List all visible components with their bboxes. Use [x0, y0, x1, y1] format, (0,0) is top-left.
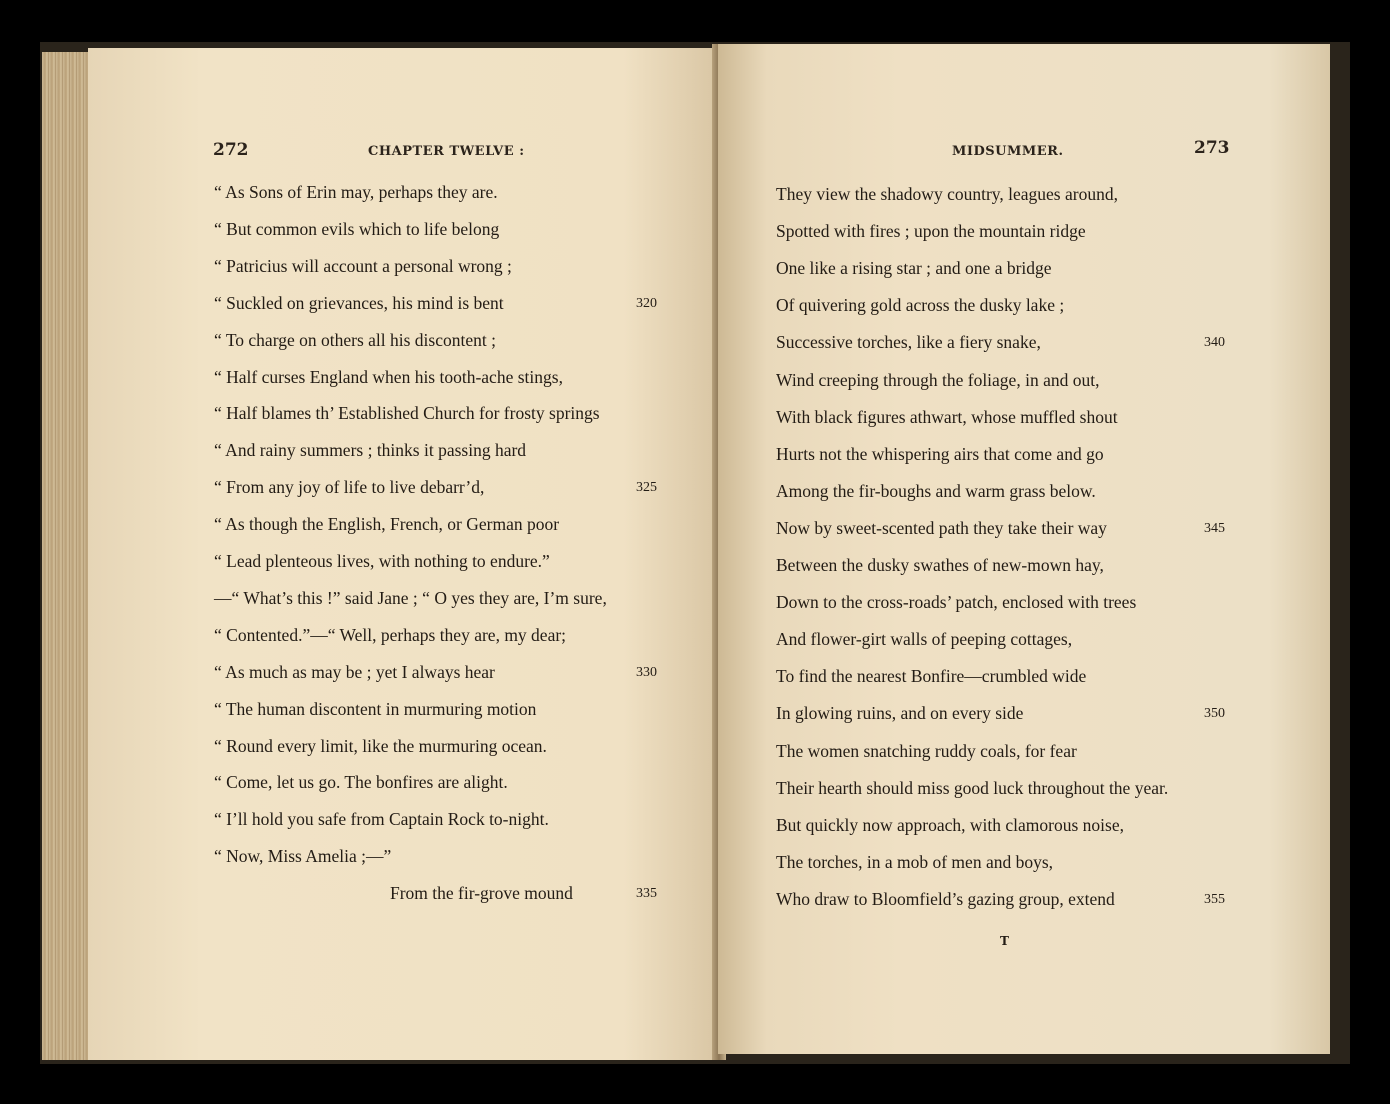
- verse-line: In glowing ruins, and on every side: [776, 703, 1024, 724]
- verse-line: “ Come, let us go. The bonfires are alight.: [214, 772, 508, 793]
- line-number: 355: [1204, 891, 1225, 907]
- left-running-head: CHAPTER TWELVE :: [368, 144, 525, 159]
- left-folio: 272: [213, 140, 249, 160]
- verse-line: “ Suckled on grievances, his mind is bent: [214, 292, 504, 313]
- right-page: [718, 44, 1330, 1054]
- verse-line: “ As Sons of Erin may, perhaps they are.: [214, 182, 498, 202]
- line-number: 330: [636, 664, 657, 680]
- signature-mark: T: [1000, 934, 1009, 948]
- line-number: 340: [1204, 335, 1225, 351]
- verse-line: Of quivering gold across the dusky lake ;: [776, 295, 1065, 316]
- verse-line: “ Now, Miss Amelia ;—”: [214, 846, 392, 867]
- verse-line: Between the dusky swathes of new-mown hay,: [776, 555, 1104, 575]
- verse-line: Who draw to Bloomfield’s gazing group, extend: [776, 888, 1115, 909]
- verse-line: The women snatching ruddy coals, for fear: [776, 740, 1077, 761]
- verse-line: “ I’ll hold you safe from Captain Rock to-night.: [214, 809, 549, 830]
- verse-line: Among the fir-boughs and warm grass below.: [776, 480, 1096, 501]
- right-folio: 273: [1194, 138, 1230, 158]
- verse-line: “ The human discontent in murmuring motion: [214, 698, 537, 719]
- verse-line: “ Contented.”—“ Well, perhaps they are, my dear;: [214, 624, 567, 645]
- verse-line: One like a rising star ; and one a bridge: [776, 258, 1052, 279]
- line-number: 345: [1204, 520, 1225, 536]
- verse-line: Hurts not the whispering airs that come and go: [776, 443, 1104, 464]
- verse-line: Wind creeping through the foliage, in and out,: [776, 369, 1100, 390]
- verse-line: “ Lead plenteous lives, with nothing to endure.”: [214, 551, 550, 571]
- verse-line: “ Patricius will account a personal wrong ;: [214, 255, 512, 276]
- verse-line: “ Half curses England when his tooth-ache stings,: [214, 366, 563, 387]
- verse-line: “ From any joy of life to live debarr’d,: [214, 477, 485, 498]
- verse-line: “ And rainy summers ; thinks it passing hard: [214, 440, 527, 461]
- verse-line: They view the shadowy country, leagues around,: [776, 184, 1118, 204]
- verse-line: “ But common evils which to life belong: [214, 218, 500, 239]
- verse-line: Down to the cross-roads’ patch, enclosed with trees: [776, 592, 1137, 613]
- verse-line: “ Half blames th’ Established Church for frosty springs: [214, 403, 600, 424]
- verse-line: —“ What’s this !” said Jane ; “ O yes they are, I’m sure,: [214, 587, 607, 608]
- left-page: [88, 48, 718, 1060]
- verse-line: But quickly now approach, with clamorous noise,: [776, 814, 1124, 835]
- verse-line: “ Round every limit, like the murmuring ocean.: [214, 735, 547, 756]
- verse-line: From the fir-grove mound: [390, 883, 573, 904]
- verse-line: “ As though the English, French, or German poor: [214, 514, 560, 535]
- line-number: 325: [636, 480, 657, 496]
- line-number: 350: [1204, 706, 1225, 722]
- verse-line: Spotted with fires ; upon the mountain ridge: [776, 221, 1086, 242]
- line-number: 335: [636, 886, 657, 902]
- verse-line: “ As much as may be ; yet I always hear: [214, 661, 495, 682]
- verse-line: And flower-girt walls of peeping cottages,: [776, 629, 1073, 650]
- verse-line: Successive torches, like a fiery snake,: [776, 332, 1041, 353]
- verse-line: To find the nearest Bonfire—crumbled wide: [776, 666, 1087, 687]
- line-number: 320: [636, 295, 657, 311]
- verse-line: The torches, in a mob of men and boys,: [776, 851, 1054, 872]
- verse-line: “ To charge on others all his discontent ;: [214, 329, 496, 350]
- verse-line: Now by sweet-scented path they take their way: [776, 517, 1107, 538]
- right-running-head: MIDSUMMER.: [952, 144, 1064, 159]
- verse-line: With black figures athwart, whose muffled shout: [776, 406, 1118, 427]
- verse-line: Their hearth should miss good luck throughout the year.: [776, 777, 1169, 798]
